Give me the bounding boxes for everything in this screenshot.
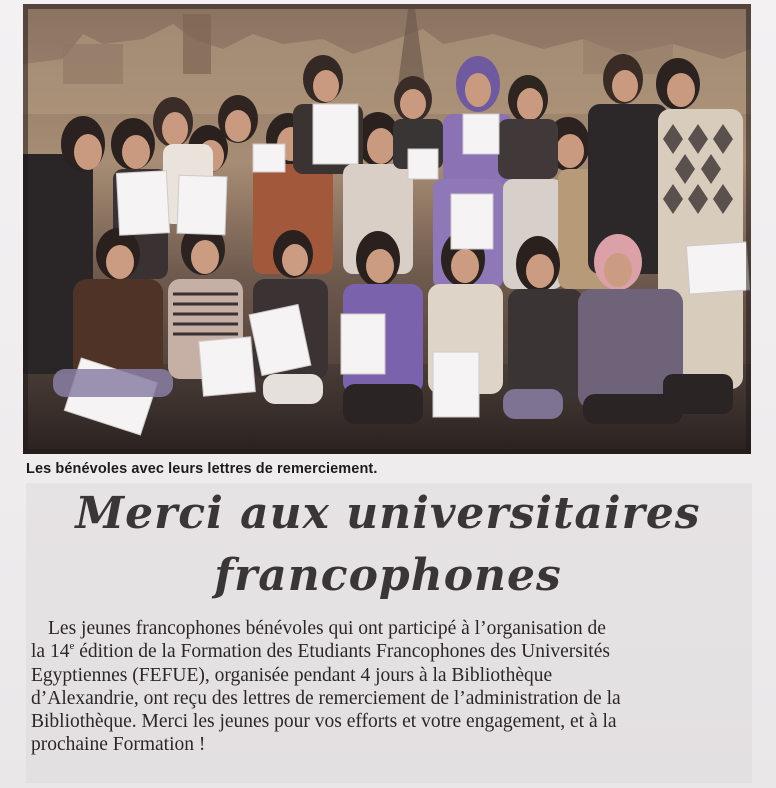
article-line-2-end: édition de la Formation des Etudiants Francophones des Universités	[74, 641, 610, 663]
article-line-1: Les jeunes francophones bénévoles qui ont participé à l’organisation de	[48, 618, 606, 639]
article-line-2	[31, 640, 753, 663]
ordinal-superscript: e	[69, 639, 75, 652]
headline-line-1: Merci aux universitaires	[75, 488, 701, 539]
group-photo	[23, 4, 751, 454]
photo-caption: Les bénévoles avec leurs lettres de remerciement.	[26, 461, 378, 477]
article-line-4: d’Alexandrie, ont reçu des lettres de remerciement de l’administration de la	[31, 687, 621, 709]
headline-line-2: francophones	[214, 550, 562, 601]
article-line-2-start: la 14	[31, 641, 70, 663]
article-body	[31, 617, 753, 757]
volunteers-group-image	[23, 4, 751, 454]
article-line-5: Bibliothèque. Merci les jeunes pour vos efforts et votre engagement, et à la	[31, 711, 617, 733]
article-line-3: Egyptiennes (FEFUE), organisée pendant 4 jours à la Bibliothèque	[31, 664, 553, 686]
article-line-6: prochaine Formation !	[31, 734, 206, 756]
